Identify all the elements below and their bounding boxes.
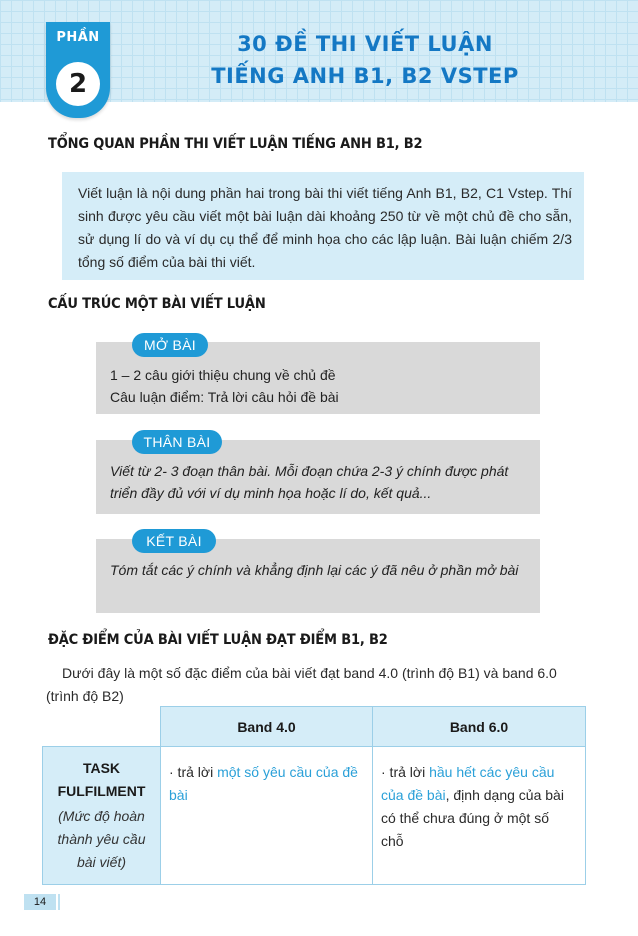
- band4-cell: [161, 747, 373, 885]
- body-text: Viết từ 2- 3 đoạn thân bài. Mỗi đoạn chứa 2-3 ý chính được phát triển đầy đủ với ví dụ minh họa hoặc lí do, kết quả...: [110, 463, 509, 501]
- table-header-row: [43, 707, 586, 747]
- criterion-cell: [43, 747, 161, 885]
- intro-line-1: 1 – 2 câu giới thiệu chung về chủ đề: [110, 367, 336, 383]
- overview-heading: TỔNG QUAN PHẦN THI VIẾT LUẬN TIẾNG ANH B1, B2: [48, 136, 423, 152]
- band6-prefix: · trả lời: [381, 764, 430, 780]
- part-label: PHẦN: [56, 30, 100, 45]
- band4-prefix: · trả lời: [169, 764, 218, 780]
- conclusion-label-pill: KẾT BÀI: [132, 529, 216, 553]
- table-corner: [43, 707, 161, 747]
- features-intro: Dưới đây là một số đặc điểm của bài viết đạt band 4.0 (trình độ B1) và band 6.0 (trình độ B2): [46, 665, 557, 704]
- footer-divider: [58, 894, 60, 910]
- band6-highlight: hầu hết các yêu cầu của đề bài: [381, 764, 555, 803]
- table-row: [43, 747, 586, 885]
- criteria-table: [42, 706, 586, 885]
- overview-body: Viết luận là nội dung phần hai trong bài thi viết tiếng Anh B1, B2, C1 Vstep. Thí sinh được yêu cầu viết một bài luận dài khoảng 250 từ về một chủ đề cho sẵn, sử dụng lí do và ví dụ cụ thể để minh họa cho các lập luận. Bài luận chiếm 2/3 tổng số điểm của bài thi viết.: [78, 185, 572, 270]
- intro-line-2: Câu luận điểm: Trả lời câu hỏi đề bài: [110, 389, 339, 405]
- overview-box: [62, 172, 584, 280]
- features-heading: ĐẶC ĐIỂM CỦA BÀI VIẾT LUẬN ĐẠT ĐIỂM B1, B2: [48, 632, 388, 648]
- band6-cell: [373, 747, 586, 885]
- structure-heading: CẤU TRÚC MỘT BÀI VIẾT LUẬN: [48, 296, 266, 312]
- part-number: 2: [56, 62, 100, 106]
- conclusion-text: Tóm tắt các ý chính và khẳng định lại các ý đã nêu ở phần mở bài: [110, 562, 519, 578]
- page-number: 14: [24, 894, 56, 910]
- criterion-title: TASK FULFILMENT: [57, 760, 146, 799]
- part-tab: [46, 22, 110, 118]
- title-line-1: 30 ĐỀ THI VIẾT LUẬN: [237, 32, 493, 56]
- body-label-pill: THÂN BÀI: [132, 430, 222, 454]
- page-title: [200, 28, 530, 92]
- band6-suffix: , định dạng của bài có thể chưa đúng ở một số chỗ: [381, 787, 564, 849]
- band4-highlight: một số yêu cầu của đề bài: [169, 764, 358, 803]
- col-band6-header: Band 6.0: [373, 707, 586, 747]
- title-line-2: TIẾNG ANH B1, B2 VSTEP: [211, 64, 519, 88]
- intro-label-pill: MỞ BÀI: [132, 333, 208, 357]
- criterion-subtitle: (Mức độ hoàn thành yêu cầu bài viết): [57, 808, 146, 870]
- col-band4-header: Band 4.0: [161, 707, 373, 747]
